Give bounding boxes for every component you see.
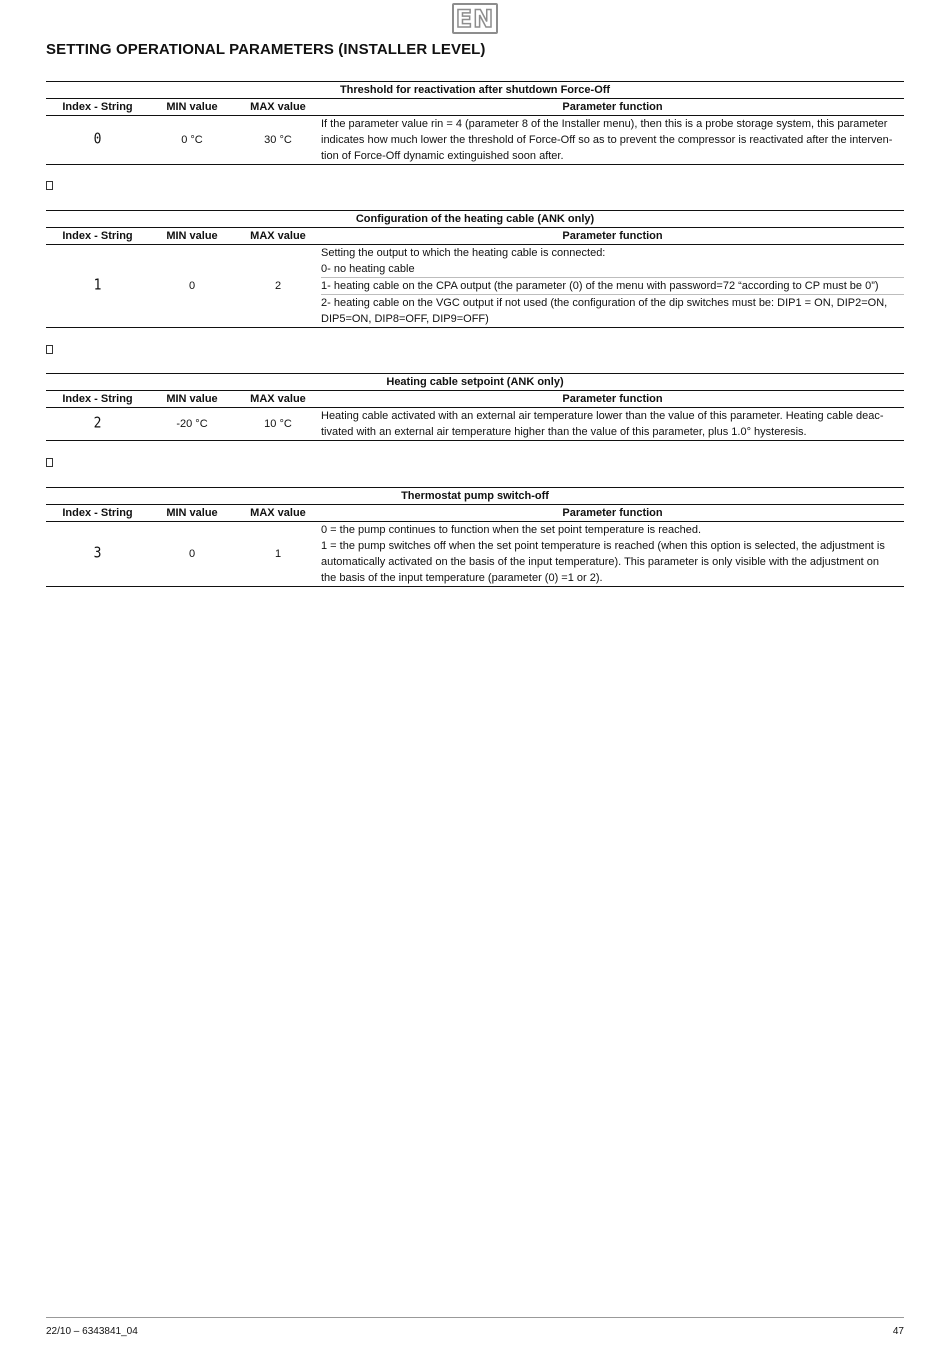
column-header-min: MIN value <box>149 505 235 522</box>
function-line: DIP5=ON, DIP8=OFF, DIP9=OFF) <box>321 313 489 325</box>
column-header-function: Parameter function <box>321 99 904 116</box>
function-line: tion of Force-Off dynamic extinguished soon after. <box>321 150 564 162</box>
index-string: 3 <box>93 544 102 563</box>
document-code: 22/10 – 6343841_04 <box>46 1326 138 1337</box>
function-line: 1 = the pump switches off when the set point temperature is reached (when this option is selected, the adjustment is <box>321 540 885 552</box>
column-header-function: Parameter function <box>321 391 904 408</box>
column-header-function: Parameter function <box>321 505 904 522</box>
index-string: 2 <box>93 414 102 433</box>
function-line: automatically activated on the basis of the input temperature). This parameter is only visible with the adjustment on <box>321 556 880 568</box>
index-string: 0 <box>93 130 102 149</box>
column-header-max: MAX value <box>235 505 321 522</box>
column-header-function: Parameter function <box>321 228 904 245</box>
min-value: 0 <box>149 522 235 587</box>
column-header-min: MIN value <box>149 228 235 245</box>
function-line: Heating cable activated with an external air temperature lower than the value of this parameter. Heating cable deac- <box>321 410 884 422</box>
parameter-table-force-off-threshold <box>46 81 904 165</box>
function-line: 2- heating cable on the VGC output if not used (the configuration of the dip switches must be: DIP1 = ON, DIP2=ON, <box>321 297 888 309</box>
parameter-function <box>321 245 904 328</box>
table-title: Heating cable setpoint (ANK only) <box>46 374 904 391</box>
parameter-table-heating-cable-config <box>46 210 904 328</box>
max-value: 1 <box>235 522 321 587</box>
table-title: Configuration of the heating cable (ANK only) <box>46 211 904 228</box>
parameter-function <box>321 522 904 587</box>
min-value: 0 <box>149 245 235 328</box>
missing-glyph-mark <box>46 345 53 354</box>
parameter-table-heating-cable-setpoint <box>46 373 904 441</box>
min-value: 0 °C <box>149 116 235 165</box>
column-header-max: MAX value <box>235 99 321 116</box>
parameter-function <box>321 116 904 165</box>
page-number: 47 <box>892 1326 904 1337</box>
parameter-function <box>321 408 904 441</box>
function-line: If the parameter value rin = 4 (parameter 8 of the Installer menu), then this is a probe storage system, this parameter <box>321 118 888 130</box>
missing-glyph-mark <box>46 458 53 467</box>
column-header-min: MIN value <box>149 391 235 408</box>
table-row <box>46 116 904 165</box>
parameter-table-thermostat-pump <box>46 487 904 587</box>
max-value: 30 °C <box>235 116 321 165</box>
column-header-max: MAX value <box>235 391 321 408</box>
function-line: Setting the output to which the heating cable is connected: <box>321 247 606 259</box>
max-value: 10 °C <box>235 408 321 441</box>
language-badge-label: EN <box>455 4 495 33</box>
function-line: 0 = the pump continues to function when the set point temperature is reached. <box>321 524 702 536</box>
footer-divider <box>46 1317 904 1318</box>
min-value: -20 °C <box>149 408 235 441</box>
language-badge <box>452 3 498 34</box>
max-value: 2 <box>235 245 321 328</box>
function-line: indicates how much lower the threshold of Force-Off so as to prevent the compressor is reactivated after the interven- <box>321 134 893 146</box>
missing-glyph-mark <box>46 181 53 190</box>
page-title: SETTING OPERATIONAL PARAMETERS (INSTALLER LEVEL) <box>46 41 486 58</box>
table-title: Threshold for reactivation after shutdown Force-Off <box>46 82 904 99</box>
function-line: tivated with an external air temperature higher than the value of this parameter, plus 1.0° hysteresis. <box>321 426 807 438</box>
column-header-index: Index - String <box>46 391 149 408</box>
function-line: 1- heating cable on the CPA output (the parameter (0) of the menu with password=72 “according to CP must be 0”) <box>321 278 904 295</box>
table-row <box>46 522 904 587</box>
column-header-index: Index - String <box>46 99 149 116</box>
column-header-min: MIN value <box>149 99 235 116</box>
table-title: Thermostat pump switch-off <box>46 488 904 505</box>
index-string: 1 <box>93 276 102 295</box>
function-line: 0- no heating cable <box>321 261 904 278</box>
column-header-max: MAX value <box>235 228 321 245</box>
table-row <box>46 245 904 328</box>
function-line: the basis of the input temperature (parameter (0) =1 or 2). <box>321 572 603 584</box>
column-header-index: Index - String <box>46 505 149 522</box>
column-header-index: Index - String <box>46 228 149 245</box>
table-row <box>46 408 904 441</box>
